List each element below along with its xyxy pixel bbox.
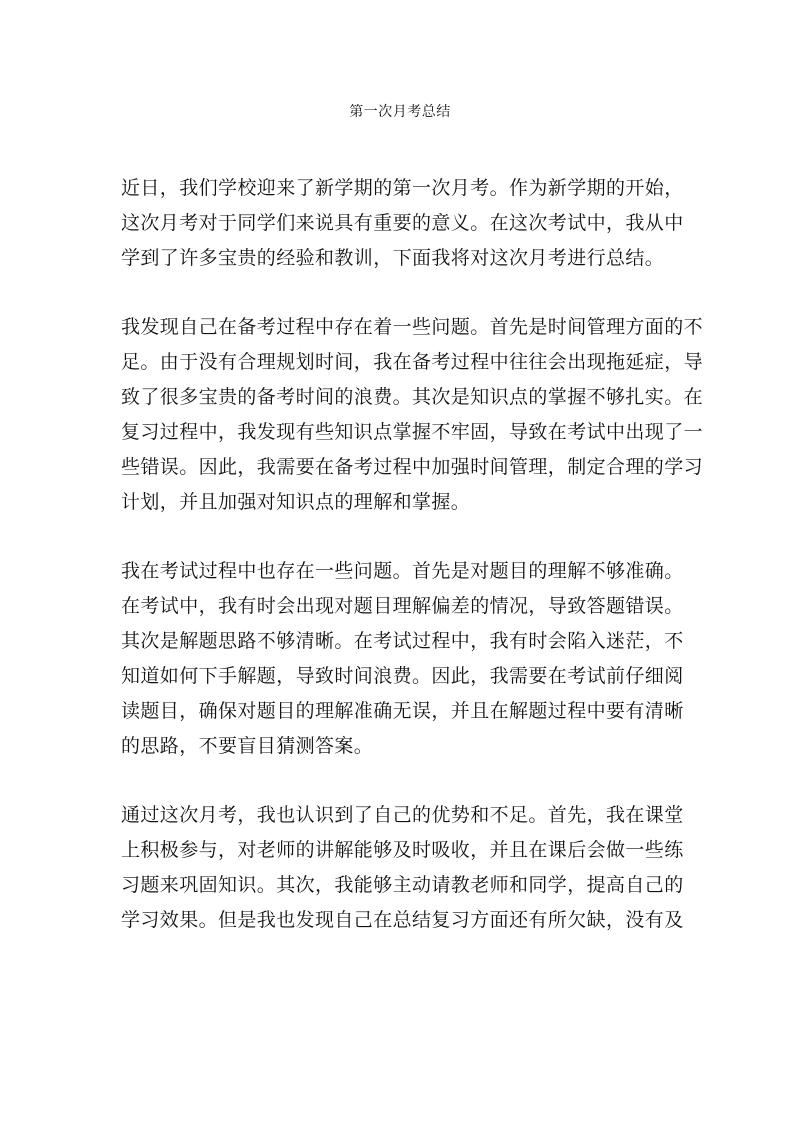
paragraph-line: 读题目，确保对题目的理解准确无误，并且在解题过程中要有清晰	[121, 700, 684, 722]
paragraph-line: 计划，并且加强对知识点的理解和掌握。	[121, 491, 471, 513]
paragraph-line: 些错误。因此，我需要在备考过程中加强时间管理，制定合理的学习	[121, 456, 704, 478]
paragraph-2	[121, 310, 704, 520]
paragraph-line: 上积极参与，对老师的讲解能够及时吸收，并且在课后会做一些练	[121, 839, 684, 861]
paragraph-line: 知道如何下手解题，导致时间浪费。因此，我需要在考试前仔细阅	[121, 665, 684, 687]
paragraph-line: 这次月考对于同学们来说具有重要的意义。在这次考试中，我从中	[121, 212, 684, 234]
paragraph-line: 的思路，不要盲目猜测答案。	[121, 735, 374, 757]
paragraph-line: 在考试中，我有时会出现对题目理解偏差的情况，导致答题错误。	[121, 595, 684, 617]
paragraph-line: 通过这次月考，我也认识到了自己的优势和不足。首先，我在课堂	[121, 804, 684, 826]
paragraph-4	[121, 798, 691, 938]
paragraph-line: 复习过程中，我发现有些知识点掌握不牢固，导致在考试中出现了一	[121, 421, 704, 443]
document-body	[121, 171, 704, 972]
paragraph-line: 致了很多宝贵的备考时间的浪费。其次是知识点的掌握不够扎实。在	[121, 386, 704, 408]
paragraph-line: 近日，我们学校迎来了新学期的第一次月考。作为新学期的开始，	[121, 177, 684, 199]
paragraph-line: 其次是解题思路不够清晰。在考试过程中，我有时会陷入迷茫，不	[121, 630, 684, 652]
paragraph-line: 足。由于没有合理规划时间，我在备考过程中往往会出现拖延症，导	[121, 351, 704, 373]
paragraph-1	[121, 171, 691, 276]
paragraph-line: 学到了许多宝贵的经验和教训，下面我将对这次月考进行总结。	[121, 247, 665, 269]
paragraph-line: 我发现自己在备考过程中存在着一些问题。首先是时间管理方面的不	[121, 316, 704, 338]
paragraph-line: 我在考试过程中也存在一些问题。首先是对题目的理解不够准确。	[121, 560, 684, 582]
paragraph-line: 习题来巩固知识。其次，我能够主动请教老师和同学，提高自己的	[121, 874, 684, 896]
paragraph-3	[121, 554, 691, 764]
document-title: 第一次月考总结	[349, 104, 451, 120]
paragraph-line: 学习效果。但是我也发现自己在总结复习方面还有所欠缺，没有及	[121, 909, 684, 931]
